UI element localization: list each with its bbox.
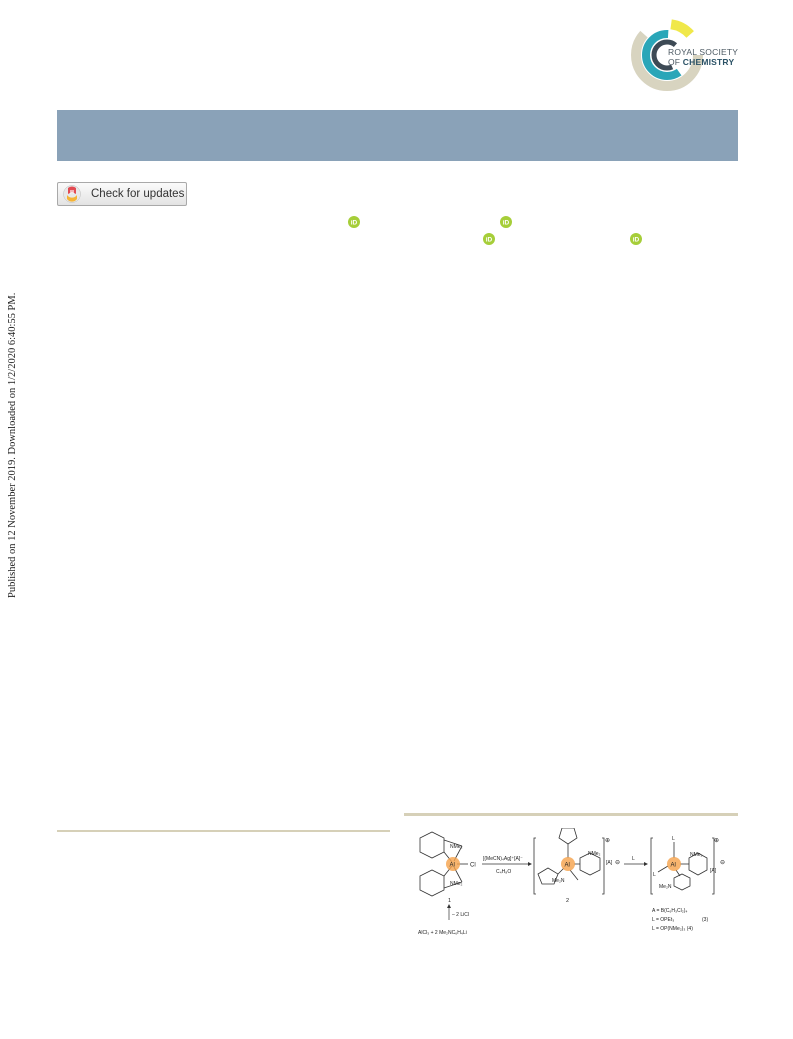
compound-2-number: 2 xyxy=(566,898,570,904)
publication-note: Published on 12 November 2019. Downloaded on 1/2/2020 6:40:55 PM. xyxy=(7,292,18,598)
nme2-label: NMe₂ xyxy=(450,881,463,887)
charge-minus: ⊖ xyxy=(615,860,621,866)
reaction-scheme xyxy=(412,828,732,944)
charge-plus: ⊕ xyxy=(605,838,611,844)
nme2-label: NMe₂ xyxy=(450,844,463,850)
al-label: Al xyxy=(449,862,455,869)
anion-label: [A] xyxy=(710,868,717,874)
svg-text:iD: iD xyxy=(350,219,358,227)
svg-text:iD: iD xyxy=(632,236,640,244)
ligand-label: L xyxy=(632,856,635,862)
orcid-icon[interactable] xyxy=(500,216,512,228)
licl-label: – 2 LiCl xyxy=(452,912,469,918)
ligand-definition-4: L = OP(NMe₂)₃ (4) xyxy=(652,926,693,932)
ligand-label: L xyxy=(653,872,656,878)
rsc-logo-text xyxy=(668,47,738,67)
orcid-icon[interactable] xyxy=(483,233,495,245)
anion-label: [A] xyxy=(606,860,613,866)
charge-minus: ⊖ xyxy=(720,860,726,866)
cl-label: Cl xyxy=(470,862,476,869)
rsc-logo xyxy=(630,18,740,92)
orcid-icon[interactable] xyxy=(348,216,360,228)
ligand-definition-3: L = OPEt₃ xyxy=(652,917,675,923)
logo-line2: OF xyxy=(668,57,681,67)
check-for-updates-label: Check for updates xyxy=(91,188,185,200)
logo-line3: CHEMISTRY xyxy=(682,57,735,67)
solvent-label: C₄H₈O xyxy=(496,869,512,875)
ligand-label: L xyxy=(672,836,675,842)
svg-text:iD: iD xyxy=(502,219,510,227)
check-for-updates-button[interactable] xyxy=(57,182,187,206)
compound-3-number: (3) xyxy=(702,917,709,923)
left-column-rule xyxy=(57,830,390,832)
right-column-rule xyxy=(404,813,738,816)
svg-text:iD: iD xyxy=(485,236,493,244)
charge-plus: ⊕ xyxy=(714,838,720,844)
al-label: Al xyxy=(564,862,570,869)
nme2-label: NMe₂ xyxy=(690,852,703,858)
starting-materials: AlCl₃ + 2 Me₂NC₆H₄Li xyxy=(418,930,467,936)
orcid-icon[interactable] xyxy=(630,233,642,245)
al-label: Al xyxy=(670,862,676,869)
me2n-label: Me₂N xyxy=(552,878,565,884)
anion-definition: A = B(C₆H₃Cl₂)₄ xyxy=(652,908,688,914)
logo-line1: ROYAL SOCIETY xyxy=(668,47,739,57)
reagent-label: [(MeCN)₄Ag]⁺[A]⁻ xyxy=(483,856,523,862)
nme2-label: NMe₂ xyxy=(588,851,601,857)
compound-1-number: 1 xyxy=(448,898,452,904)
crossmark-icon xyxy=(63,185,81,203)
header-banner xyxy=(57,110,738,161)
me2n-label: Me₂N xyxy=(659,884,672,890)
